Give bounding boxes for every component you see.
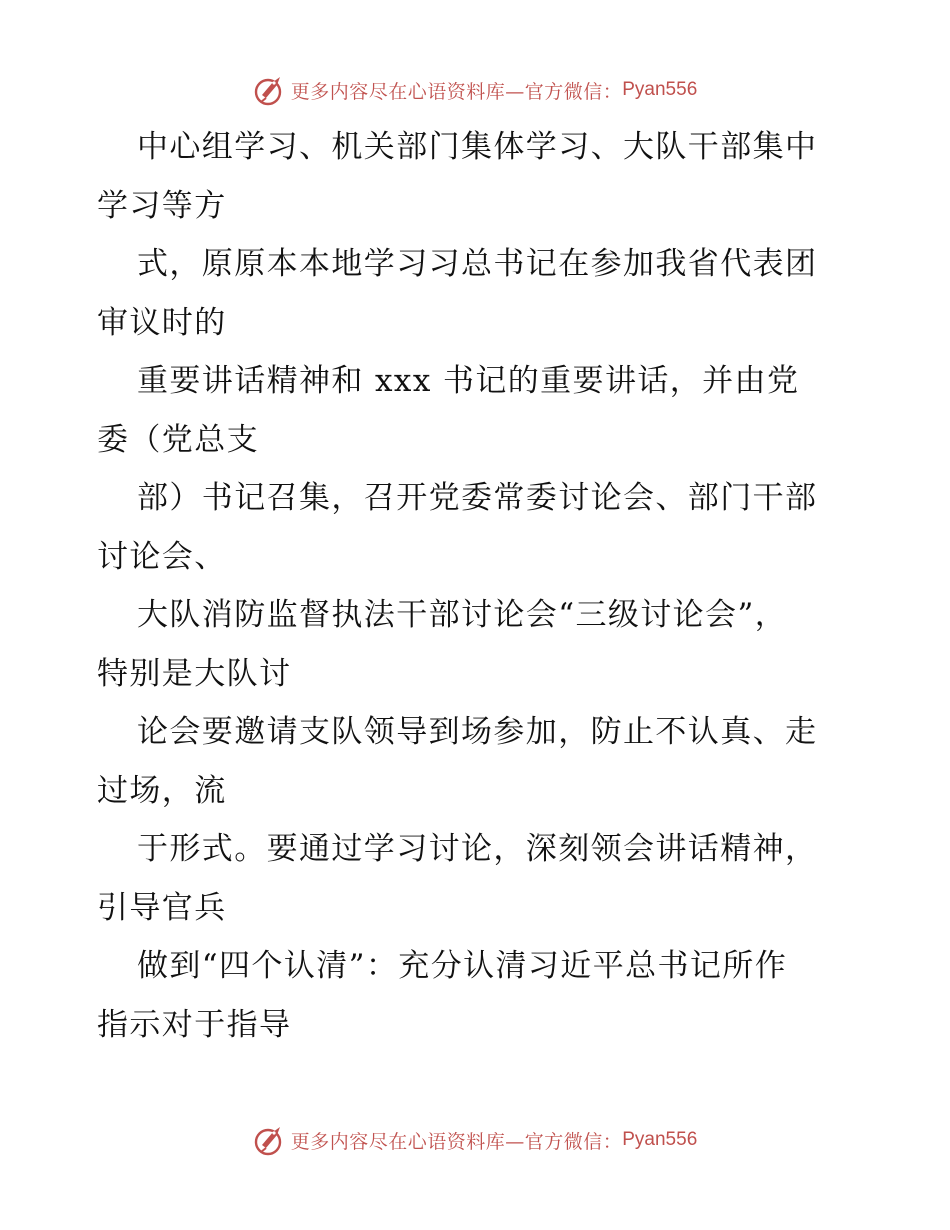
paragraph-line xyxy=(97,820,857,937)
line-text: 做到“四个认清”：充分认清习近平总书记所作 xyxy=(137,948,788,984)
line-text: 特别是大队讨 xyxy=(97,655,292,692)
line-text: 过场，流 xyxy=(97,772,227,809)
footer-wechat-id: Pyan556 xyxy=(622,1129,698,1150)
line-text: 大队消防监督执法干部讨论会“三级讨论会”， xyxy=(137,597,788,633)
line-text: 审议时的 xyxy=(97,304,227,341)
line-text: 指示对于指导 xyxy=(97,1006,292,1043)
header-brand-text: 更多内容尽在心语资料库—官方微信： xyxy=(290,80,623,103)
header-banner xyxy=(0,70,950,110)
paragraph-line xyxy=(97,118,857,235)
line-text: 委（党总支 xyxy=(97,421,259,458)
line-text: 中心组学习、机关部门集体学习、大队干部集中 xyxy=(137,129,818,165)
line-text: 于形式。要通过学习讨论，深刻领会讲话精神， xyxy=(137,831,818,867)
paragraph-line xyxy=(97,352,857,469)
paragraph-line xyxy=(97,586,857,703)
line-text: 部）书记召集，召开党委常委讨论会、部门干部 xyxy=(137,480,818,516)
pen-nib-circle-icon xyxy=(253,1123,287,1157)
line-text: 式，原原本本地学习习总书记在参加我省代表团 xyxy=(137,246,818,282)
paragraph-line xyxy=(97,235,857,352)
paragraph-line xyxy=(97,469,857,586)
line-text: 引导官兵 xyxy=(97,889,227,926)
paragraph-line xyxy=(97,937,857,1054)
pen-nib-circle-icon xyxy=(253,73,287,107)
paragraph-line xyxy=(97,703,857,820)
document-body xyxy=(97,118,857,1054)
header-wechat-id: Pyan556 xyxy=(622,79,698,100)
footer-banner xyxy=(0,1120,950,1160)
line-text: 讨论会、 xyxy=(97,538,227,575)
footer-brand-text: 更多内容尽在心语资料库—官方微信： xyxy=(290,1130,623,1153)
line-text: 重要讲话精神和 xxx 书记的重要讲话，并由党 xyxy=(137,363,800,399)
line-text: 学习等方 xyxy=(97,187,227,224)
line-text: 论会要邀请支队领导到场参加，防止不认真、走 xyxy=(137,714,818,750)
